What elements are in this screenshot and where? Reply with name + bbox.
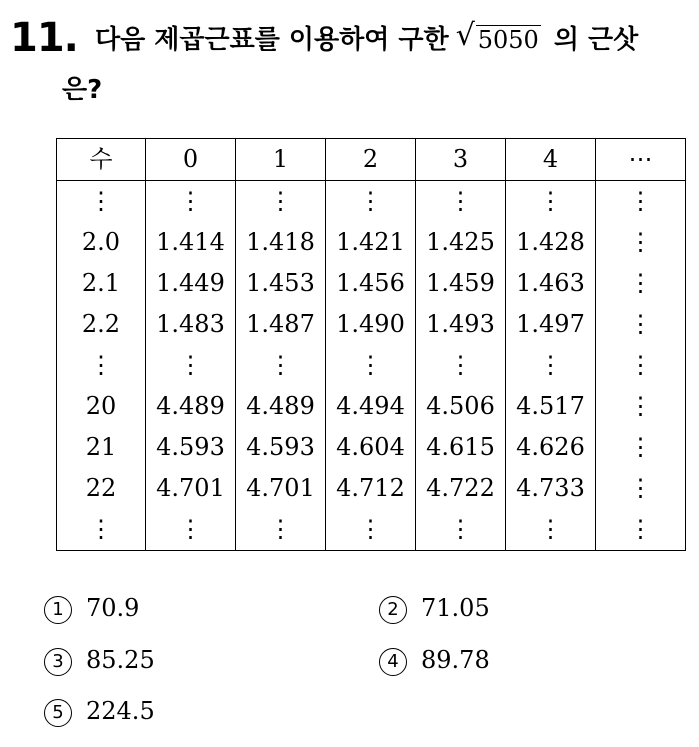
table-row	[57, 509, 686, 551]
square-root-expression	[455, 18, 541, 60]
table-cell: ⋮	[596, 427, 686, 468]
choice-value: 89.78	[421, 646, 490, 674]
table-cell: 1.421	[326, 222, 416, 263]
table-cell: ⋮	[416, 181, 506, 223]
table-cell: 4.712	[326, 468, 416, 509]
table-cell: ⋮	[596, 263, 686, 304]
table-cell: ⋮	[57, 345, 146, 386]
table-cell: 4.604	[326, 427, 416, 468]
table-header-cell: 수	[57, 139, 146, 181]
table-cell: 4.489	[146, 386, 236, 427]
table-row	[57, 304, 686, 345]
table-cell: ⋮	[326, 345, 416, 386]
table-cell: 1.487	[236, 304, 326, 345]
question-number: 11.	[10, 15, 78, 61]
choice-value: 71.05	[421, 594, 490, 622]
square-root-table	[56, 138, 686, 551]
radicand: 5050	[477, 26, 539, 54]
table-cell: 4.626	[506, 427, 596, 468]
table-row	[57, 427, 686, 468]
circled-number-icon: 5	[44, 699, 72, 727]
table-cell: 4.615	[416, 427, 506, 468]
table-cell: ⋮	[326, 509, 416, 551]
table-cell: 4.722	[416, 468, 506, 509]
table-row	[57, 263, 686, 304]
question-text-after: 의 근삿	[553, 25, 639, 55]
table-cell: 1.459	[416, 263, 506, 304]
table-cell: ⋮	[596, 386, 686, 427]
choice-1[interactable]	[44, 588, 139, 628]
table-cell: 20	[57, 386, 146, 427]
table-cell: ⋮	[57, 509, 146, 551]
table-cell: ⋮	[146, 345, 236, 386]
table-cell: 1.414	[146, 222, 236, 263]
table-header-cell: 0	[146, 139, 236, 181]
table-cell: 2.0	[57, 222, 146, 263]
table-cell: ⋮	[596, 181, 686, 223]
table-row	[57, 386, 686, 427]
choice-4[interactable]	[379, 640, 490, 680]
choice-value: 224.5	[86, 697, 155, 725]
table-cell: 4.517	[506, 386, 596, 427]
table-cell: 1.456	[326, 263, 416, 304]
table-cell: ⋮	[596, 468, 686, 509]
table-cell: 1.463	[506, 263, 596, 304]
table-cell: ⋮	[57, 181, 146, 223]
question-text-line2: 은?	[62, 75, 103, 105]
table-cell: ⋮	[236, 509, 326, 551]
table-cell: 1.483	[146, 304, 236, 345]
table-header-cell: 3	[416, 139, 506, 181]
table-header-cell: ⋯	[596, 139, 686, 181]
table-header-cell: 1	[236, 139, 326, 181]
table-cell: ⋮	[506, 509, 596, 551]
table-cell: 1.418	[236, 222, 326, 263]
table-cell: ⋮	[506, 345, 596, 386]
table-cell: 4.494	[326, 386, 416, 427]
table-cell: 4.733	[506, 468, 596, 509]
table-cell: 4.701	[146, 468, 236, 509]
choice-value: 85.25	[86, 646, 155, 674]
table-cell: 4.593	[146, 427, 236, 468]
question-text-before: 다음 제곱근표를 이용하여 구한	[95, 25, 449, 55]
table-cell: 21	[57, 427, 146, 468]
table-row	[57, 181, 686, 223]
choice-2[interactable]	[379, 588, 490, 628]
table-cell: 4.489	[236, 386, 326, 427]
choice-value: 70.9	[86, 594, 140, 622]
table-row	[57, 222, 686, 263]
table-cell: 2.1	[57, 263, 146, 304]
table-cell: 4.506	[416, 386, 506, 427]
table-cell: ⋮	[596, 222, 686, 263]
table-cell: 1.428	[506, 222, 596, 263]
table-cell: 1.490	[326, 304, 416, 345]
table-cell: ⋮	[596, 304, 686, 345]
table-cell: 2.2	[57, 304, 146, 345]
circled-number-icon: 4	[379, 648, 407, 676]
circled-number-icon: 3	[44, 648, 72, 676]
table-cell: ⋮	[596, 509, 686, 551]
table-cell: ⋮	[146, 181, 236, 223]
table-cell: 22	[57, 468, 146, 509]
question-text	[95, 20, 699, 60]
table-cell: ⋮	[146, 509, 236, 551]
table-cell: 4.593	[236, 427, 326, 468]
table-cell: ⋮	[236, 181, 326, 223]
table-cell: 1.425	[416, 222, 506, 263]
table-row	[57, 468, 686, 509]
table-header-cell: 2	[326, 139, 416, 181]
table-cell: ⋮	[416, 509, 506, 551]
table-cell: 1.453	[236, 263, 326, 304]
table-cell: ⋮	[416, 345, 506, 386]
table-cell: ⋮	[506, 181, 596, 223]
choice-5[interactable]	[44, 691, 155, 731]
choice-3[interactable]	[44, 640, 155, 680]
table-row	[57, 345, 686, 386]
table-cell: 1.449	[146, 263, 236, 304]
table-cell: ⋮	[326, 181, 416, 223]
table-cell: 4.701	[236, 468, 326, 509]
circled-number-icon: 1	[44, 596, 72, 624]
circled-number-icon: 2	[379, 596, 407, 624]
table-header-cell: 4	[506, 139, 596, 181]
table-cell: 1.493	[416, 304, 506, 345]
table-header-row	[57, 139, 686, 181]
table-cell: 1.497	[506, 304, 596, 345]
table-cell: ⋮	[596, 345, 686, 386]
table-cell: ⋮	[236, 345, 326, 386]
radical-sign-icon: √	[455, 18, 475, 53]
